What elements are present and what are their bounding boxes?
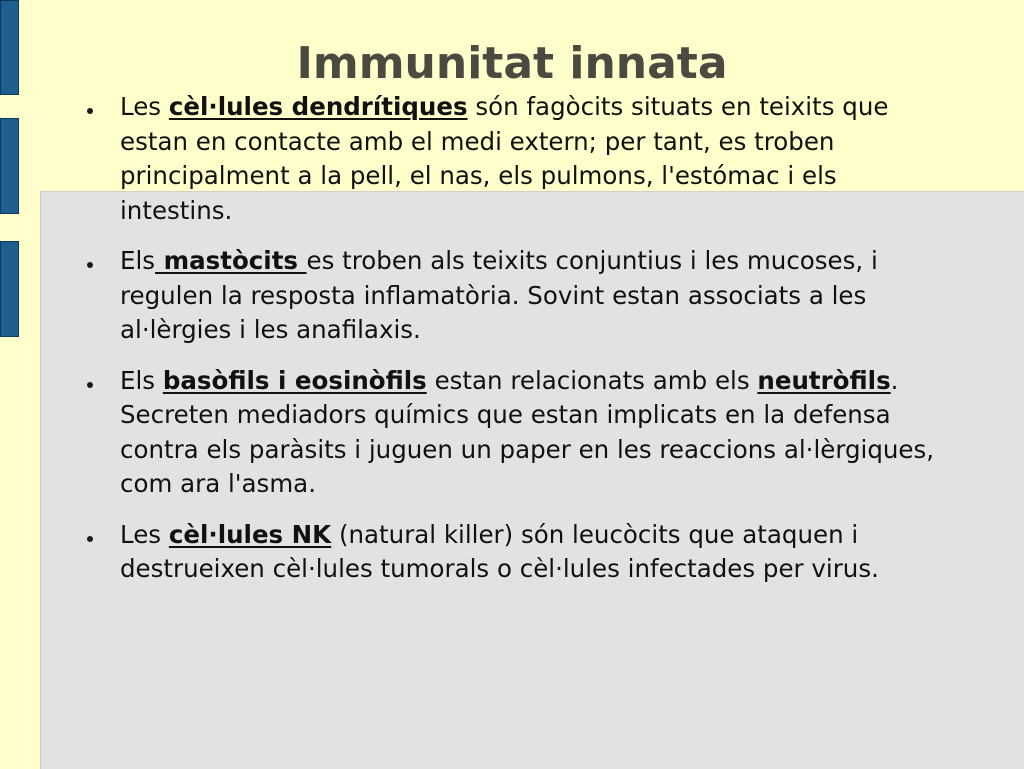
bullet-text: són fagòcits situats en teixits que estan en contacte amb el medi extern; per tant, es troben principalment a la pell, el nas, els pulmons, l'estómac i els intestins. (120, 92, 889, 225)
bullet-dot-icon (87, 108, 93, 114)
bullet-text: es troben als teixits conjuntius i les mucoses, i regulen la resposta inflamatòria. Sovint estan associats a les al·lèrgies i les anafilaxis. (120, 246, 878, 344)
bullet-text: . Secreten mediadors químics que estan implicats en la defensa contra els paràsits i juguen un paper en les reaccions al·lèrgiques, com ara l'asma. (120, 365, 935, 498)
bullet-list (0, 90, 1024, 603)
bullet-text: (natural killer) són leucòcits que ataquen i destrueixen cèl·lules tumorals o cèl·lules infectades per virus. (120, 519, 879, 583)
bullet-term: mastòcits (155, 246, 307, 275)
bullet-term: neutròfils (757, 365, 891, 395)
bullet-item (0, 518, 1024, 587)
bullet-dot-icon (87, 262, 93, 268)
slide-title: Immunitat innata (296, 38, 728, 89)
bullet-dot-icon (87, 382, 93, 388)
bullet-text: Les (120, 92, 169, 121)
bullet-item (0, 244, 1024, 348)
bullet-text: Els (120, 365, 163, 395)
bullet-text: Els (120, 246, 156, 275)
bullet-text: estan relacionats amb els (426, 365, 758, 395)
bullet-term: cèl·lules NK (168, 519, 332, 549)
bullet-term: basòfils i eosinòfils (162, 365, 427, 395)
bullet-item (0, 90, 1024, 228)
bullet-text: Les (120, 519, 169, 549)
bullet-term: cèl·lules dendrítiques (168, 92, 468, 121)
bullet-dot-icon (87, 536, 93, 542)
bullet-item (0, 364, 1024, 502)
